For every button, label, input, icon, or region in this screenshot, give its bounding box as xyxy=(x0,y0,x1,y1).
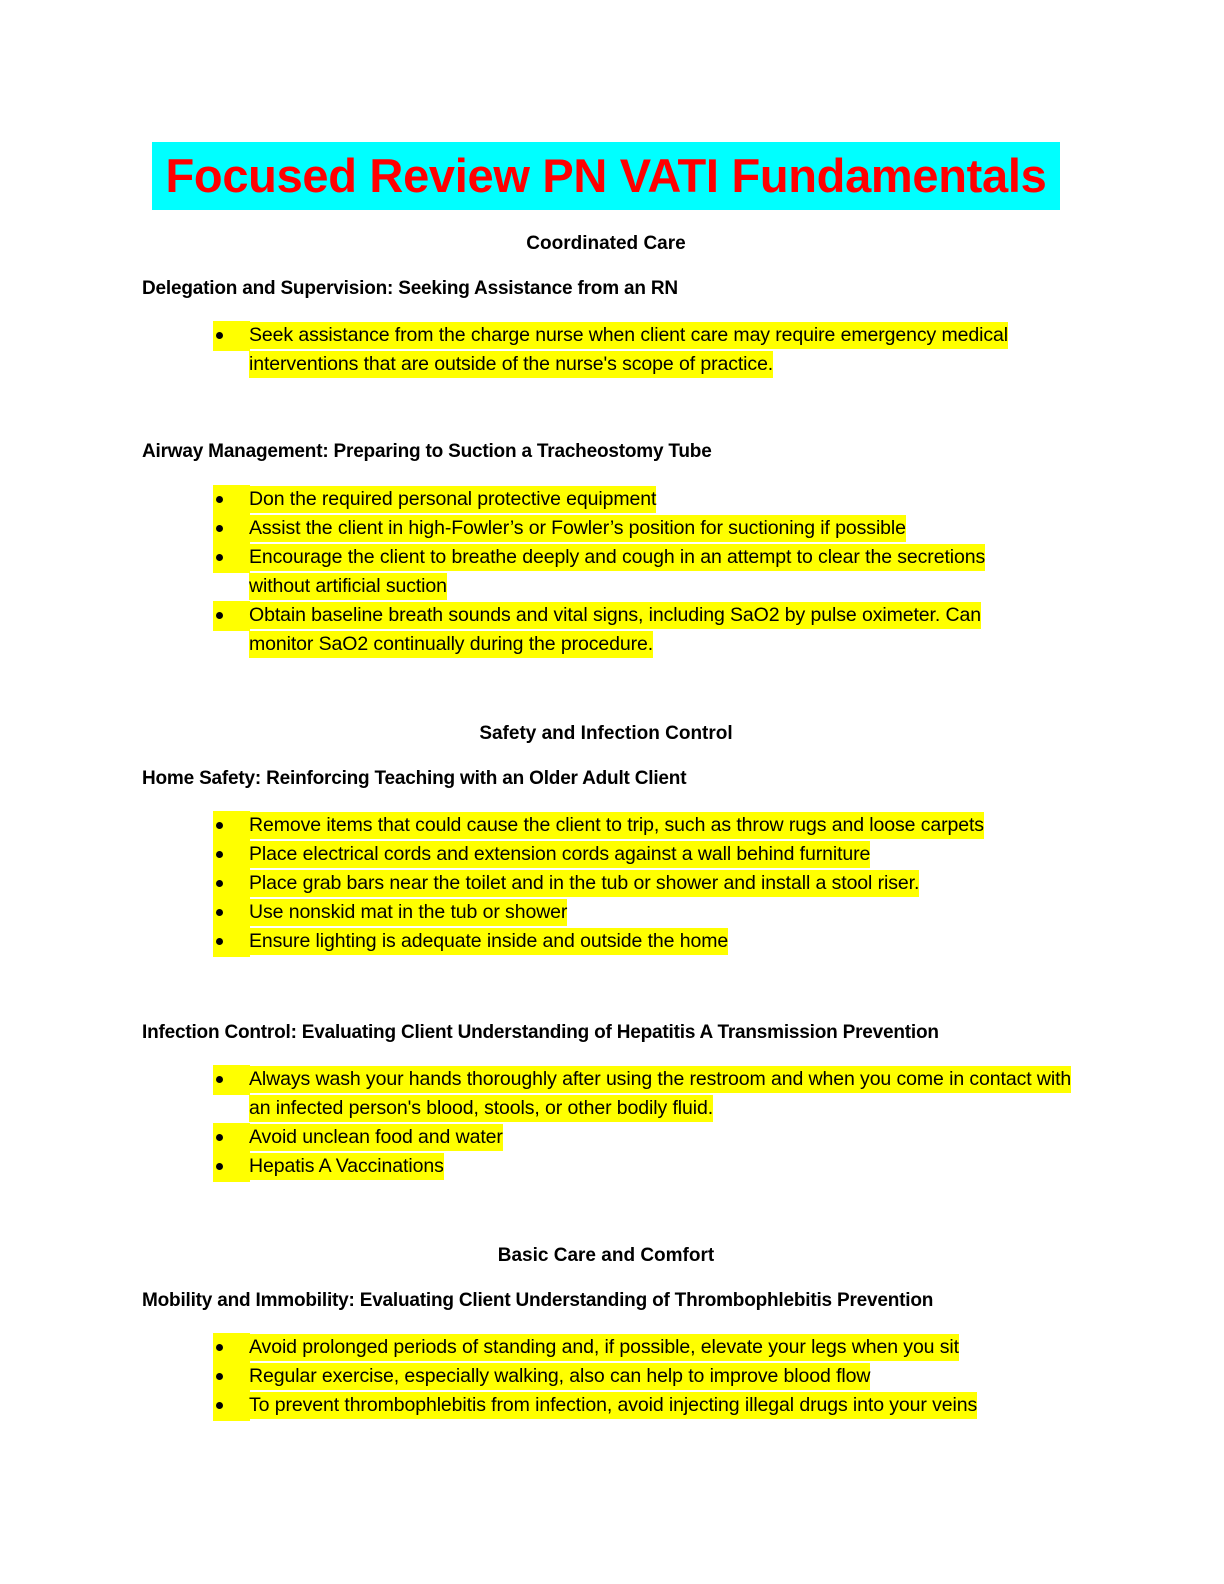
list-item-text: Avoid prolonged periods of standing and, if possible, elevate your legs when you sit xyxy=(249,1334,959,1361)
bullet-list-airway xyxy=(0,485,986,659)
list-item xyxy=(0,601,981,659)
section-heading-coordinated-care: Coordinated Care xyxy=(526,233,686,254)
list-item xyxy=(0,1362,871,1391)
list-item xyxy=(0,869,920,898)
bullet-icon xyxy=(213,927,250,957)
list-item-text: Place grab bars near the toilet and in the tub or shower and install a stool riser. xyxy=(249,870,919,897)
bullet-list-mobility xyxy=(0,1333,978,1420)
bullet-icon xyxy=(213,1333,250,1363)
bullet-icon xyxy=(213,321,250,351)
list-item xyxy=(0,543,986,601)
bullet-icon xyxy=(213,543,250,573)
list-item-text: To prevent thrombophlebitis from infection, avoid injecting illegal drugs into your veins xyxy=(249,1392,977,1419)
list-item xyxy=(0,1152,830,1181)
list-item xyxy=(0,898,830,927)
bullet-icon xyxy=(213,1152,250,1182)
list-item-text: Seek assistance from the charge nurse when client care may require emergency medical interventions that are outside of the nurse's scope of practice. xyxy=(249,322,1008,378)
bullet-icon xyxy=(213,1065,250,1095)
list-item-text: Don the required personal protective equipment xyxy=(249,486,656,513)
bullet-icon xyxy=(213,898,250,928)
list-item xyxy=(0,514,906,543)
list-item-text: Place electrical cords and extension cords against a wall behind furniture xyxy=(249,841,870,868)
list-item xyxy=(0,1065,1072,1123)
bullet-list-home-safety xyxy=(0,811,984,956)
list-item xyxy=(0,1391,978,1420)
list-item-text: Encourage the client to breathe deeply and cough in an attempt to clear the secretions without artificial suction xyxy=(249,544,985,600)
list-item xyxy=(0,321,1008,379)
bullet-icon xyxy=(213,1362,250,1392)
subheading-infection-control: Infection Control: Evaluating Client Understanding of Hepatitis A Transmission Prevention xyxy=(142,1022,939,1043)
bullet-icon xyxy=(213,485,250,515)
list-item-text: Regular exercise, especially walking, also can help to improve blood flow xyxy=(249,1363,870,1390)
list-item-text: Hepatis A Vaccinations xyxy=(249,1153,444,1180)
list-item-text: Avoid unclean food and water xyxy=(249,1124,503,1151)
bullet-icon xyxy=(213,514,250,544)
list-item xyxy=(0,1333,959,1362)
section-heading-safety: Safety and Infection Control xyxy=(479,723,733,744)
list-item-text: Always wash your hands thoroughly after using the restroom and when you come in contact with an infected person's blood, stools, or other bodily fluid. xyxy=(249,1066,1071,1122)
bullet-icon xyxy=(213,840,250,870)
list-item xyxy=(0,927,830,956)
bullet-icon xyxy=(213,1391,250,1421)
list-item-text: Use nonskid mat in the tub or shower xyxy=(249,899,567,926)
section-heading-basic-care: Basic Care and Comfort xyxy=(497,1245,715,1266)
bullet-icon xyxy=(213,811,250,841)
list-item-text: Ensure lighting is adequate inside and outside the home xyxy=(249,928,728,955)
subheading-mobility: Mobility and Immobility: Evaluating Client Understanding of Thrombophlebitis Prevention xyxy=(142,1290,934,1311)
list-item-text: Obtain baseline breath sounds and vital signs, including SaO2 by pulse oximeter. Can monitor SaO2 continually during the procedure. xyxy=(249,602,981,658)
subheading-airway: Airway Management: Preparing to Suction a Tracheostomy Tube xyxy=(142,441,712,462)
list-item xyxy=(0,811,984,840)
subheading-home-safety: Home Safety: Reinforcing Teaching with an Older Adult Client xyxy=(142,768,687,789)
bullet-list-delegation xyxy=(0,321,1008,379)
bullet-icon xyxy=(213,869,250,899)
list-item xyxy=(0,1123,830,1152)
bullet-icon xyxy=(213,1123,250,1153)
list-item-text: Assist the client in high-Fowler’s or Fowler’s position for suctioning if possible xyxy=(249,515,906,542)
list-item xyxy=(0,485,830,514)
document-title: Focused Review PN VATI Fundamentals xyxy=(152,142,1060,210)
subheading-delegation: Delegation and Supervision: Seeking Assistance from an RN xyxy=(142,278,678,299)
bullet-list-infection-control xyxy=(0,1065,1072,1181)
bullet-icon xyxy=(213,601,250,631)
list-item-text: Remove items that could cause the client to trip, such as throw rugs and loose carpets xyxy=(249,812,984,839)
list-item xyxy=(0,840,871,869)
